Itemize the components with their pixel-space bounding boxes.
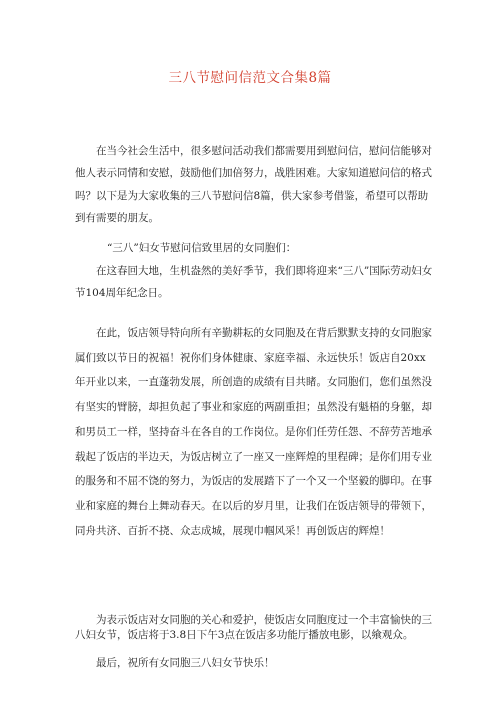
paragraph-main: 在此，饭店领导特向所有辛勤耕耘的女同胞及在背后默默支持的女同胞家属们致以节日的祝福！祝你们身体健康、家庭幸福、永远快乐！饭店自20xx年开业以来，一直蓬勃发展，所创造的成绩有目共睹。女同胞们，您们虽然没有坚实的臂膀，却担负起了事业和家庭的两副重担；虽然没有魁梧的身躯，却和男员工一样，坚持奋斗在各自的工作岗位。是你们任劳任怨、不辞劳苦地承载起了饭店的半边天，为饭店树立了一座又一座辉煌的里程碑；是你们用专业的服务和不屈不饶的努力，为饭店的发展踏下了一个又一个坚毅的脚印。在事业和家庭的舞台上舞动春天。在以后的岁月里，让我们在饭店领导的带领下，同舟共济、百折不挠、众志成城，展现巾帼风采！再创饭店的辉煌！ xyxy=(75,327,432,537)
document-title: 三八节慰问信范文合集8篇 xyxy=(168,70,332,86)
paragraph-salutation: “三八”妇女节慰问信致里居的女同胞们： xyxy=(107,242,297,254)
paragraph-intro: 在当今社会生活中，很多慰问活动我们都需要用到慰问信，慰问信能够对他人表示同情和安慰，鼓励他们加倍努力，战胜困难。大家知道慰问信的格式吗？以下是为大家收集的三八节慰问信8篇，供大家参考借鉴，希望可以帮助到有需要的朋友。 xyxy=(75,145,432,224)
paragraph-event: 为表示饭店对女同胞的关心和爱护，使饭店女同胞度过一个丰富愉快的三八妇女节，饭店将于3.8日下午3点在饭店多功能厅播放电影，以飨观众。 xyxy=(75,614,432,641)
paragraph-greeting: 在这春回大地，生机盎然的美好季节，我们即将迎来“三八”国际劳动妇女节104周年纪念日。 xyxy=(75,265,433,300)
paragraph-closing: 最后，祝所有女同胞三八妇女节快乐！ xyxy=(96,657,275,669)
